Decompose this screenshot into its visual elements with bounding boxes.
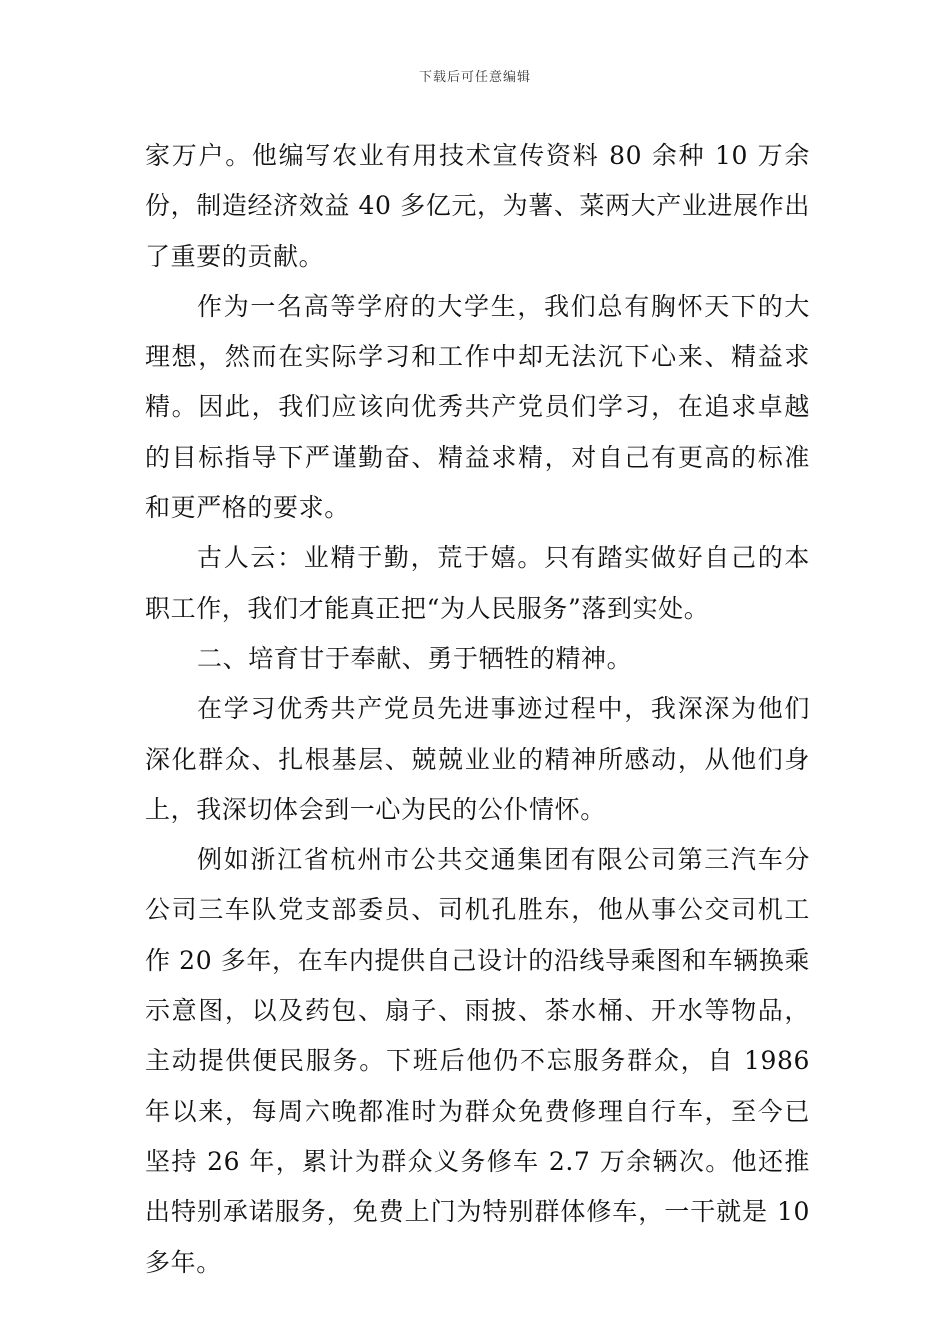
paragraph: 作为一名高等学府的大学生，我们总有胸怀天下的大理想，然而在实际学习和工作中却无法沉下心来、精益求精。因此，我们应该向优秀共产党员们学习，在追求卓越的目标指导下严谨勤奋、精益求精，对自己有更高的标准和更严格的要求。 [145,291,810,523]
paragraph: 古人云：业精于勤，荒于嬉。只有踏实做好自己的本职工作，我们才能真正把“为人民服务”落到实处。 [145,543,810,623]
paragraph: 在学习优秀共产党员先进事迹过程中，我深深为他们深化群众、扎根基层、兢兢业业的精神所感动，从他们身上，我深切体会到一心为民的公仆情怀。 [145,694,810,824]
page-header-note: 下载后可任意编辑 [418,70,531,85]
paragraph: 例如浙江省杭州市公共交通集团有限公司第三汽车分公司三车队党支部委员、司机孔胜东，他从事公交司机工作 20 多年，在车内提供自己设计的沿线导乘图和车辆换乘示意图，以及药包、扇子、雨披、茶水桶、开水等物品，主动提供便民服务。下班后他仍不忘服务群众，自 1986 年以来，每周六晚都准时为群众免费修理自行车，至今已坚持 26 年，累计为群众义务修车 2.7 万余辆次。他还推出特别承诺服务，免费上门为特别群体修车，一干就是 10 多年。 [145,845,810,1277]
document-body [145,131,810,1288]
paragraph: 家万户。他编写农业有用技术宣传资料 80 余种 10 万余份，制造经济效益 40 多亿元，为薯、菜两大产业进展作出了重要的贡献。 [145,141,810,271]
section-heading: 二、培育甘于奉献、勇于牺牲的精神。 [197,643,633,673]
